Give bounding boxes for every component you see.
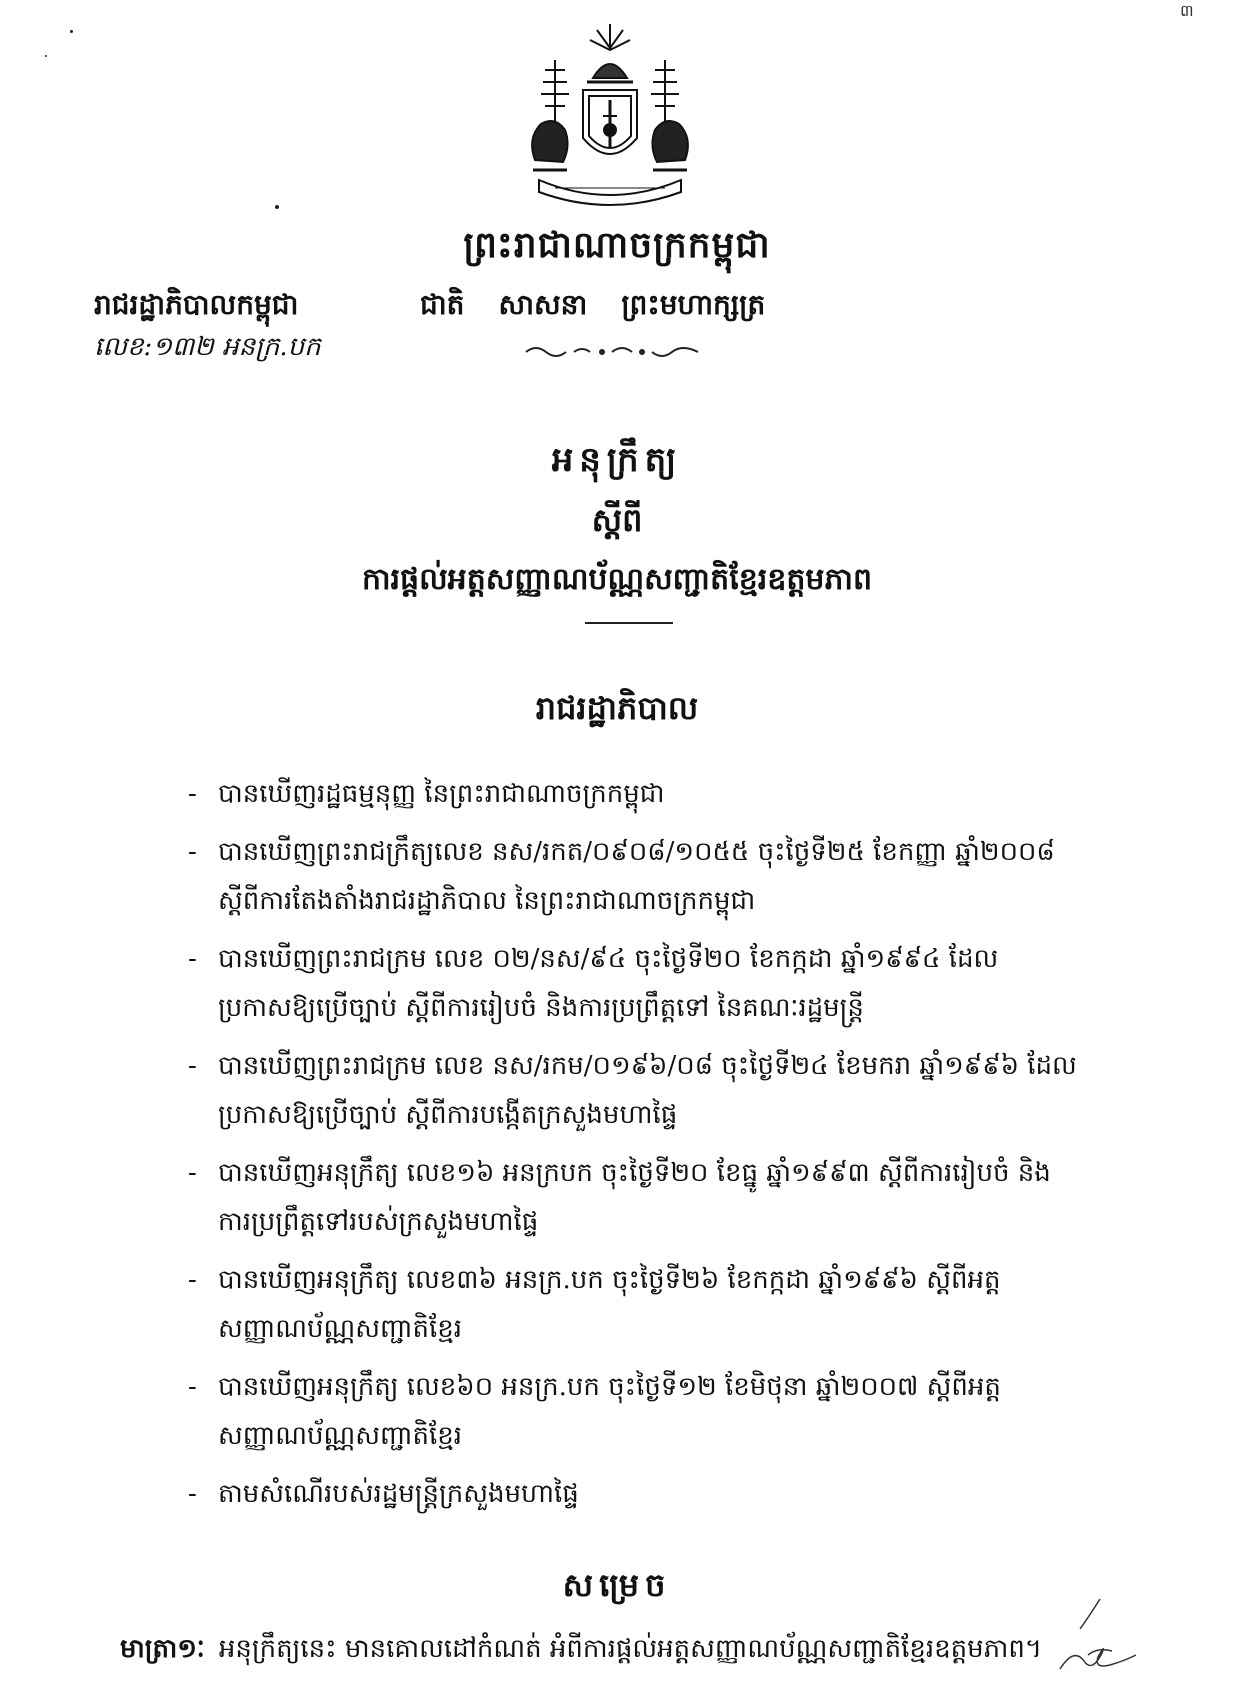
motto-king: ព្រះមហាក្សត្រ — [621, 288, 766, 321]
article-label: មាត្រា១ៈ — [120, 1634, 205, 1664]
consideration-item — [188, 770, 1078, 819]
list-dash: - — [188, 1051, 197, 1081]
list-dash: - — [188, 1158, 197, 1188]
consideration-text: បានឃើញអនុក្រឹត្យ លេខ៦០ អនក្រ.បក ចុះថ្ងៃទី១២ ខែមិថុនា ឆ្នាំ២០០៧ ស្តីពីអត្តសញ្ញាណប័ណ្ណសញ្ជាតិខ្មែរ — [218, 1372, 1001, 1451]
handwritten-initials-signature — [1040, 1595, 1150, 1685]
motto-religion: សាសនា — [498, 288, 588, 321]
motto-nation: ជាតិ — [420, 288, 465, 321]
list-dash: - — [188, 1372, 197, 1402]
kingdom-title: ព្រះរាជាណាចក្រកម្ពុជា — [463, 224, 771, 266]
government-name: រាជរដ្ឋាភិបាលកម្ពុជា — [94, 288, 299, 321]
article-text: អនុក្រឹត្យនេះ មានគោលដៅកំណត់ អំពីការផ្តល់អត្តសញ្ញាណប័ណ្ណសញ្ជាតិខ្មែរឧត្តមភាព។ — [218, 1634, 1043, 1664]
page-mark: ៣ — [1180, 1, 1194, 20]
decorative-ornament — [522, 340, 702, 362]
list-dash: - — [188, 837, 197, 867]
consideration-item — [188, 828, 1078, 926]
decree-subject: ការផ្តល់អត្តសញ្ញាណប័ណ្ណសញ្ជាតិខ្មែរឧត្តមភាព — [361, 562, 873, 597]
document-number: លេខ:១៣២ អនក្រ.បក — [94, 332, 321, 362]
decree-about: ស្តីពី — [591, 501, 643, 539]
list-dash: - — [188, 1265, 197, 1295]
scan-speck — [275, 205, 279, 209]
consideration-item — [188, 1470, 1078, 1519]
consideration-text: បានឃើញអនុក្រឹត្យ លេខ៣៦ អនក្រ.បក ចុះថ្ងៃទី២៦ ខែកក្កដា ឆ្នាំ១៩៩៦ ស្តីពីអត្តសញ្ញាណប័ណ្ណសញ្ជាតិខ្មែរ — [218, 1265, 1001, 1344]
scan-speck — [70, 30, 73, 33]
consideration-item — [188, 1042, 1078, 1140]
consideration-item — [188, 1256, 1078, 1354]
royal-coat-of-arms-emblem — [515, 20, 705, 210]
scan-speck — [45, 55, 47, 57]
list-dash: - — [188, 779, 197, 809]
list-dash: - — [188, 1479, 197, 1509]
consideration-item — [188, 935, 1078, 1033]
consideration-text: បានឃើញរដ្ឋធម្មនុញ្ញ នៃព្រះរាជាណាចក្រកម្ពុជា — [218, 779, 665, 809]
consideration-item — [188, 1149, 1078, 1247]
title-divider — [585, 622, 673, 624]
national-motto — [420, 287, 765, 328]
article-1 — [120, 1632, 1050, 1670]
considerations-list — [188, 770, 1078, 1528]
consideration-text: តាមសំណើរបស់រដ្ឋមន្ត្រីក្រសួងមហាផ្ទៃ — [218, 1479, 579, 1509]
consideration-item — [188, 1363, 1078, 1461]
list-dash: - — [188, 944, 197, 974]
decision-heading: សម្រេច — [562, 1566, 672, 1604]
consideration-text: បានឃើញព្រះរាជក្រម លេខ នស/រកម/០១៩៦/០៨ ចុះថ្ងៃទី២៤ ខែមករា ឆ្នាំ១៩៩៦ ដែលប្រកាសឱ្យប្រើច្បាប់ ស្តីពីការបង្កើតក្រសួងមហាផ្ទៃ — [218, 1051, 1077, 1130]
decree-title: អនុក្រឹត្យ — [551, 440, 683, 480]
consideration-text: បានឃើញព្រះរាជក្រម លេខ ០២/នស/៩៤ ចុះថ្ងៃទី២០ ខែកក្កដា ឆ្នាំ១៩៩៤ ដែលប្រកាសឱ្យប្រើច្បាប់ ស្តីពីការរៀបចំ និងការប្រព្រឹត្តទៅ នៃគណៈរដ្ឋមន្ត្រី — [218, 944, 999, 1023]
consideration-text: បានឃើញព្រះរាជក្រឹត្យលេខ នស/រកត/០៩០៨/១០៥៥ ចុះថ្ងៃទី២៥ ខែកញ្ញា ឆ្នាំ២០០៨ ស្តីពីការតែងតាំងរាជរដ្ឋាភិបាល នៃព្រះរាជាណាចក្រកម្ពុជា — [218, 837, 1055, 916]
consideration-text: បានឃើញអនុក្រឹត្យ លេខ១៦ អនក្របក ចុះថ្ងៃទី២០ ខែធ្នូ ឆ្នាំ១៩៩៣ ស្តីពីការរៀបចំ និងការប្រព្រឹត្តទៅរបស់ក្រសួងមហាផ្ទៃ — [218, 1158, 1051, 1237]
issuing-authority: រាជរដ្ឋាភិបាល — [535, 689, 699, 727]
